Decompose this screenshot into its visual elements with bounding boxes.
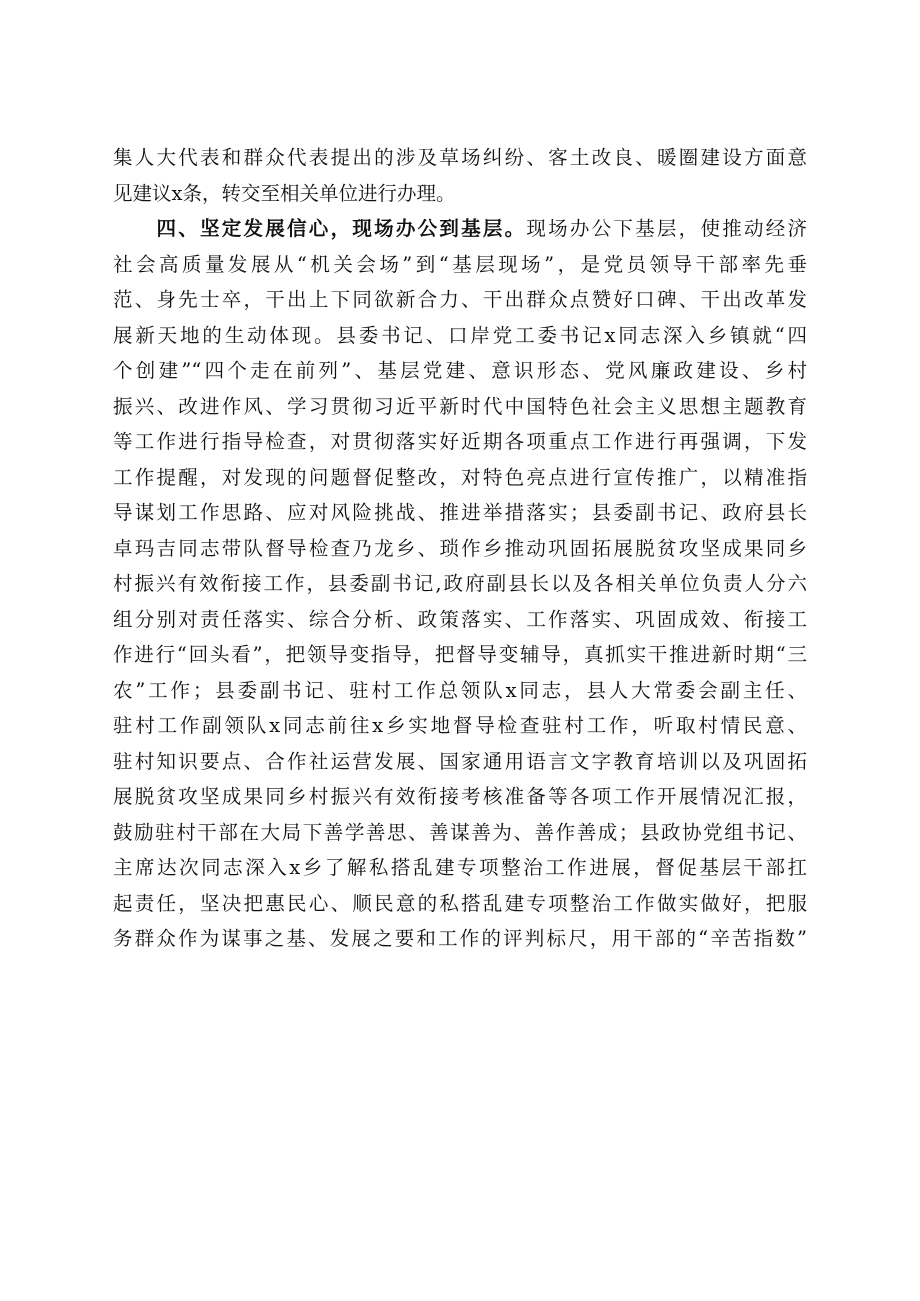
text-line: 主席达次同志深入x乡了解私搭乱建专项整治工作进展，督促基层干部扛 [113,856,807,879]
text-line: 起责任，坚决把惠民心、顺民意的私搭乱建专项整治工作做实做好，把服 [113,891,807,915]
text-run: 现场办公下基层，使推动经济 [526,217,807,240]
text-line: 驻村工作副领队x同志前往x乡实地督导检查驻村工作，听取村情民意、 [113,714,807,737]
text-line: 鼓励驻村干部在大局下善学善思、善谋善为、善作善成；县政协党组书记、 [113,820,807,844]
text-line: 见建议x条，转交至相关单位进行办理。 [113,181,456,205]
text-line: 村振兴有效衔接工作，县委副书记,政府副县长以及各相关单位负责人分六 [113,572,807,595]
text-line: 展新天地的生动体现。县委书记、口岸党工委书记x同志深入乡镇就“四 [113,323,807,347]
paragraph-first-line [113,211,807,247]
document-body [113,140,807,957]
text-line: 范、身先士卒，干出上下同欲新合力、干出群众点赞好口碑、干出改革发 [113,288,807,311]
text-line: 等工作进行指导检查，对贯彻落实好近期各项重点工作进行再强调，下发 [113,430,807,453]
text-line: 工作提醒，对发现的问题督促整改，对特色亮点进行宣传推广，以精准指 [113,465,807,489]
text-line: 集人大代表和群众代表提出的涉及草场纠纷、客土改良、暖圈建设方面意 [113,146,807,169]
text-line: 展脱贫攻坚成果同乡村振兴有效衔接考核准备等各项工作开展情况汇报， [113,785,807,808]
section-heading: 四、坚定发展信心，现场办公到基层。 [156,217,527,240]
text-line: 个创建”“四个走在前列”、基层党建、意识形态、党风廉政建设、乡村 [113,359,807,382]
text-line: 驻村知识要点、合作社运营发展、国家通用语言文字教育培训以及巩固拓 [113,749,807,773]
text-line: 导谋划工作思路、应对风险挑战、推进举措落实；县委副书记、政府县长 [113,501,807,524]
text-line: 组分别对责任落实、综合分析、政策落实、工作落实、巩固成效、衔接工 [113,607,807,631]
text-line: 社会高质量发展从“机关会场”到“基层现场”，是党员领导干部率先垂 [113,252,807,276]
text-line: 振兴、改进作风、学习贯彻习近平新时代中国特色社会主义思想主题教育 [113,394,807,418]
text-line: 作进行“回头看”，把领导变指导，把督导变辅导，真抓实干推进新时期“三 [113,643,807,666]
text-line: 卓玛吉同志带队督导检查乃龙乡、琐作乡推动巩固拓展脱贫攻坚成果同乡 [113,536,807,560]
text-line: 务群众作为谋事之基、发展之要和工作的评判标尺，用干部的“辛苦指数” [113,927,807,950]
text-line: 农”工作；县委副书记、驻村工作总领队x同志，县人大常委会副主任、 [113,678,807,702]
paragraph-indent [113,217,157,240]
